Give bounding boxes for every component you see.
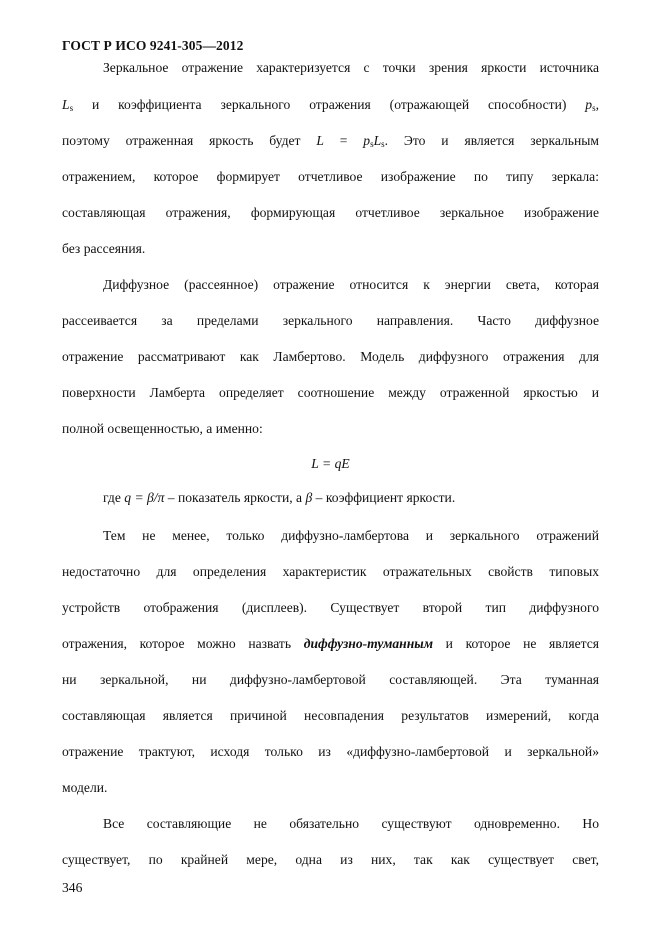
symbol-L: L (62, 97, 70, 112)
p4-line-3: устройств отображения (дисплеев). Существует второй тип диффузного (62, 600, 599, 615)
p5-line-2: существует, по крайней мере, одна из них, так как существует свет, (62, 852, 599, 867)
p4-line-1: Тем не менее, только диффузно-ламбертова и зеркального отражений (103, 528, 599, 543)
symbol-L: L (316, 133, 324, 148)
symbol-p: p (363, 133, 371, 148)
p3-text-a: где (103, 490, 125, 505)
p1-line-2 (62, 97, 599, 113)
p4-line-4-text-b: и которое не является (433, 636, 599, 651)
p4-line-5: ни зеркальной, ни диффузно-ламбертовой составляющей. Эта туманная (62, 672, 599, 687)
p2-line-3: отражение рассматривают как Ламбертово. Модель диффузного отражения для (62, 349, 599, 364)
subscript-s: s (370, 139, 374, 149)
p3-text-c: – коэффициент яркости. (312, 490, 456, 505)
page-number: 346 (62, 880, 83, 895)
p1-line-6: без рассеяния. (62, 241, 146, 256)
equals-sign: = (323, 133, 364, 148)
expr-q: q = β/π (124, 490, 165, 505)
p1-line-3-text-a: поэтому отраженная яркость будет (62, 133, 317, 148)
p2-line-5: полной освещенностью, а именно: (62, 421, 263, 436)
p4-line-8: модели. (62, 780, 108, 795)
p4-line-7: отражение трактуют, исходя только из «диффузно-ламбертовой и зеркальной» (62, 744, 599, 759)
p2-line-4: поверхности Ламберта определяет соотношение между отраженной яркостью и (62, 385, 599, 400)
p1-line-4: отражением, которое формирует отчетливое изображение по типу зеркала: (62, 169, 599, 184)
p2-line-2: рассеивается за пределами зеркального направления. Часто диффузное (62, 313, 599, 328)
formula-text: L = qE (311, 456, 350, 471)
p4-line-4 (62, 636, 599, 652)
p4-line-2: недостаточно для определения характеристик отражательных свойств типовых (62, 564, 599, 579)
symbol-beta: β (305, 490, 313, 505)
p1-line-2-text: и коэффициента зеркального отражения (отражающей способности) (73, 97, 586, 112)
p1-line-3 (62, 133, 599, 149)
p3-line (62, 490, 599, 506)
p3-text-b: – показатель яркости, а (164, 490, 306, 505)
p1-line-2-end: , (595, 97, 599, 112)
symbol-L: L (373, 133, 382, 148)
p4-line-6: составляющая является причиной несовпадения результатов измерений, когда (62, 708, 599, 723)
p4-line-4-text-a: отражения, которое можно назвать (62, 636, 304, 651)
term-diffuse-haze: диффузно-туманным (303, 636, 434, 651)
subscript-s: s (69, 103, 74, 113)
p5-line-1: Все составляющие не обязательно существуют одновременно. Но (103, 816, 599, 831)
document-header: ГОСТ Р ИСО 9241-305—2012 (62, 38, 244, 53)
p1-line-5: составляющая отражения, формирующая отчетливое зеркальное изображение (62, 205, 599, 220)
p1-line-3-text-b: . Это и является зеркальным (384, 133, 599, 148)
p2-line-1: Диффузное (рассеянное) отражение относится к энергии света, которая (103, 277, 599, 292)
p1-line-1: Зеркальное отражение характеризуется с точки зрения яркости источника (103, 60, 599, 75)
formula (62, 456, 599, 472)
symbol-p: p (585, 97, 593, 112)
subscript-s: s (592, 103, 596, 113)
subscript-s: s (381, 139, 385, 149)
